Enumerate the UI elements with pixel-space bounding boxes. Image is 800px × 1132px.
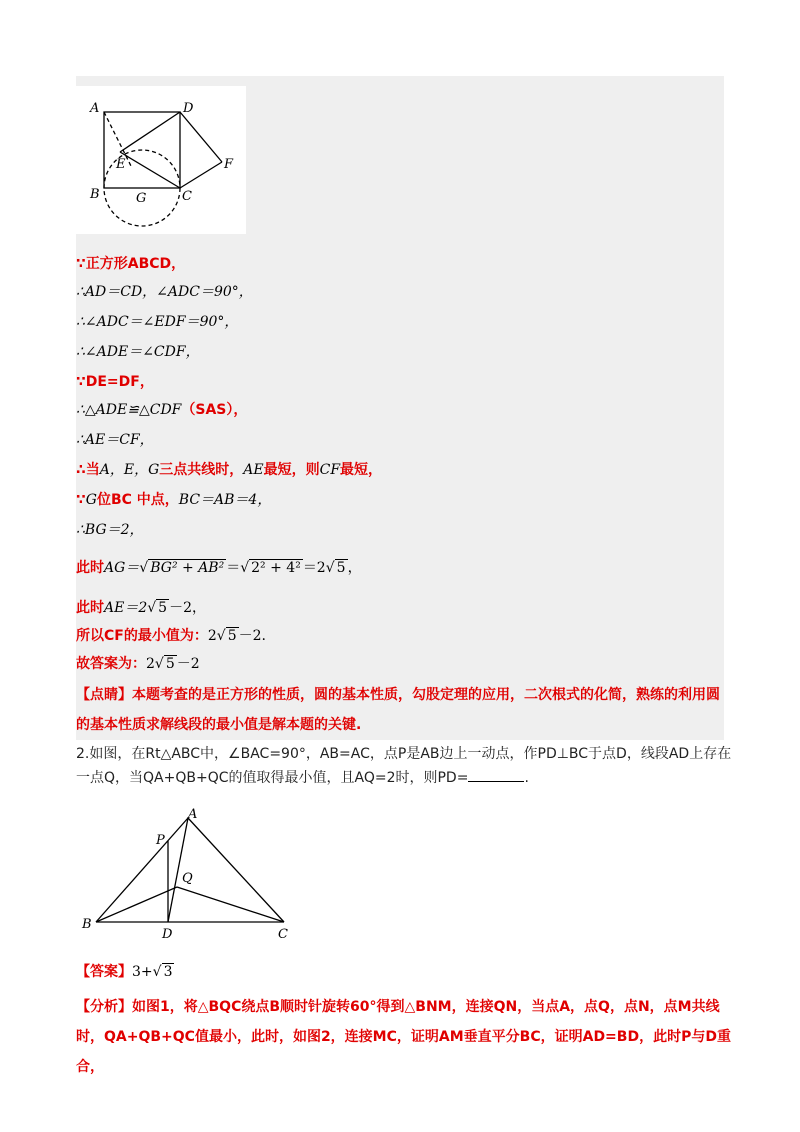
label-b2: B [82, 917, 92, 932]
label-d: D [183, 101, 194, 116]
sol-line-1: ∵正方形ABCD， [76, 256, 186, 272]
sol-line-9: ∵G位BC 中点，BC＝AB＝4， [76, 492, 272, 508]
triangle-figure [76, 808, 306, 946]
answer-blank [468, 767, 524, 782]
sqrt-5: 5 [227, 628, 237, 644]
square-diagram [76, 86, 246, 234]
answer-line: 【答案】3+√ 3 [76, 964, 173, 980]
label-a: A [90, 101, 100, 116]
label-q: Q [182, 871, 193, 886]
segment-bq [96, 887, 177, 922]
segment-ad [168, 818, 188, 922]
label-e: E [116, 157, 126, 172]
sol-line-14: 故答案为：2√ 5 －2 [76, 656, 200, 672]
sol-line-5: ∵DE=DF， [76, 374, 154, 390]
sol-line-11: 此时AG＝√ BG² + AB² ＝√ 2² + 4² ＝2√ 5 ， [76, 560, 362, 576]
segment-ec [120, 152, 180, 188]
triangle-diagram [76, 808, 306, 946]
label-a2: A [188, 808, 198, 822]
sqrt-bg2-ab2: BG² + AB² [150, 560, 225, 576]
sqrt-5: 5 [336, 560, 346, 576]
segment-fc [180, 162, 222, 188]
comment-paragraph: 【点睛】本题考查的是正方形的性质，圆的基本性质，勾股定理的应用，二次根式的化简，熟练的利用圆的基本性质求解线段的最小值是解本题的关键. [76, 687, 720, 733]
sqrt-5: 5 [158, 600, 168, 616]
sol-line-8: ∴当A，E，G三点共线时，AE最短，则CF最短， [76, 462, 383, 478]
segment-de [120, 112, 180, 152]
analysis-paragraph: 【分析】如图1，将△BQC绕点B顺时针旋转60°得到△BNM，连接QN，当点A，点Q，点N，点M共线时，QA+QB+QC值最小，此时，如图2，连接MC，证明AM垂直平分BC，证明AD=BD，此时P与D重合， [76, 999, 731, 1075]
label-c2: C [278, 927, 288, 942]
sol-line-7: ∴AE＝CF， [76, 432, 154, 448]
sol-line-2: ∴AD＝CD，∠ADC＝90°， [76, 284, 253, 300]
sol-line-10: ∴BG＝2， [76, 522, 144, 538]
question-2: 2.如图，在Rt△ABC中，∠BAC=90°，AB=AC，点P是AB边上一动点，作PD⊥BC于点D，线段AD上存在一点Q，当QA+QB+QC的值取得最小值，且AQ=2时，则PD= . [76, 746, 732, 786]
segment-ba [96, 818, 188, 922]
sol-line-3: ∴∠ADC＝∠EDF＝90°， [76, 314, 239, 330]
square-figure [76, 86, 246, 234]
segment-df [180, 112, 222, 162]
label-b: B [90, 187, 100, 202]
sol-line-6: ∴△ADE≌△CDF（SAS）， [76, 402, 248, 418]
solution-panel [76, 76, 724, 740]
label-f: F [224, 157, 234, 172]
sqrt-3: 3 [163, 964, 173, 980]
sol-line-12: 此时AE＝2√ 5 －2， [76, 600, 207, 616]
sqrt-5: 5 [165, 656, 175, 672]
label-p: P [156, 833, 165, 848]
sol-line-4: ∴∠ADE＝∠CDF， [76, 344, 200, 360]
label-d2: D [162, 927, 173, 942]
sqrt-2-4: 2² + 4² [251, 560, 301, 576]
label-g: G [136, 191, 147, 206]
sol-line-13: 所以CF的最小值为：2√ 5 －2. [76, 628, 266, 644]
label-c: C [182, 189, 192, 204]
